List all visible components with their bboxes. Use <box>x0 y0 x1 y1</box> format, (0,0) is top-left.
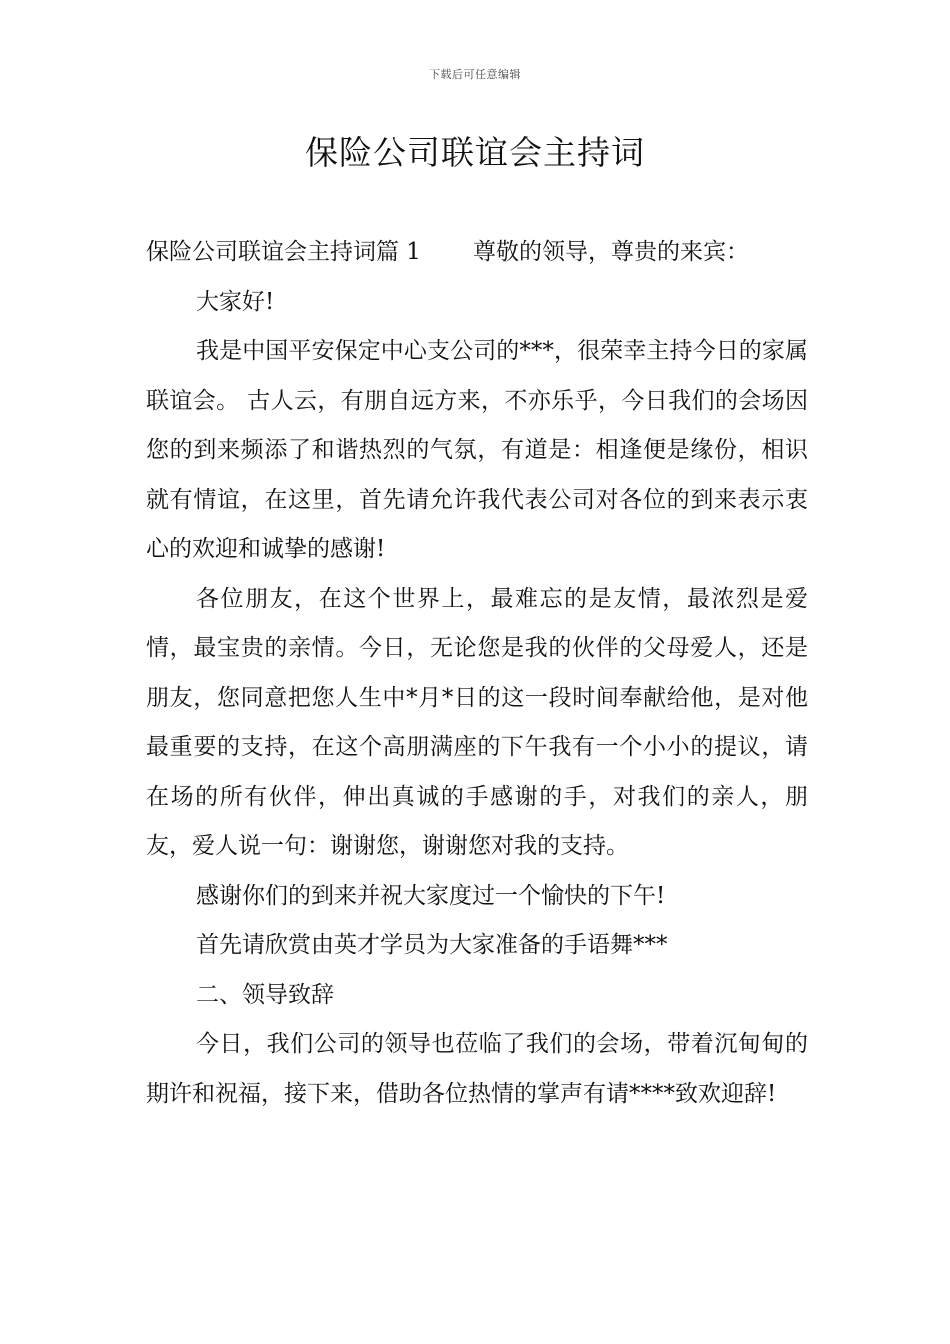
paragraph-sign-dance: 首先请欣赏由英才学员为大家准备的手语舞*** <box>196 932 668 958</box>
paragraph-self-intro: 我是中国平安保定中心支公司的***，很荣幸主持今日的家属联谊会。 古人云，有朋自远方来，不亦乐乎，今日我们的会场因您的到来频添了和谐热烈的气氛，有道是：相逢便是缘份，相识就有情谊，在这里，首先请允许我代表公司对各位的到来表示衷心的欢迎和诚挚的感谢! <box>146 338 808 562</box>
paragraph-friendship: 各位朋友，在这个世界上，最难忘的是友情，最浓烈是爱情，最宝贵的亲情。今日，无论您是我的伙伴的父母爱人，还是朋友，您同意把您人生中*月*日的这一段时间奉献给他，是对他最重要的支持，在这个高朋满座的下午我有一个小小的提议，请在场的所有伙伴，伸出真诚的手感谢的手，对我们的亲人，朋友，爱人说一句：谢谢您，谢谢您对我的支持。 <box>146 585 808 859</box>
paragraph-thanks: 感谢你们的到来并祝大家度过一个愉快的下午! <box>196 882 666 909</box>
document-body <box>146 228 808 1119</box>
header-note: 下载后可任意编辑 <box>429 68 521 81</box>
paragraph-greeting: 大家好! <box>196 288 275 315</box>
paragraph-leader-invite: 今日，我们公司的领导也莅临了我们的会场，带着沉甸甸的期许和祝福，接下来，借助各位热情的掌声有请****致欢迎辞! <box>146 1031 808 1107</box>
intro-line <box>146 228 808 278</box>
section-heading-leader-speech: 二、领导致辞 <box>196 981 334 1008</box>
intro-heading: 保险公司联谊会主持词篇 1 <box>146 239 421 265</box>
document-title: 保险公司联谊会主持词 <box>305 133 645 172</box>
intro-greeting: 尊敬的领导，尊贵的来宾： <box>472 239 749 265</box>
